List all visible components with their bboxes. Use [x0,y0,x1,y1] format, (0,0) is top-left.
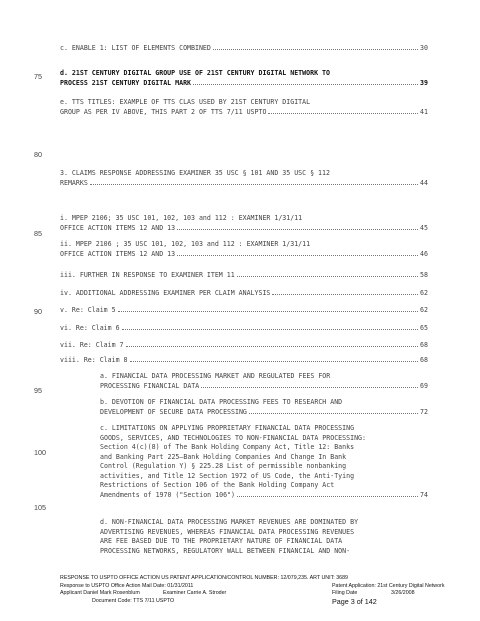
toc-page-number: 69 [420,381,428,390]
toc-entry[interactable] [60,214,428,233]
toc-entry-title: DEVELOPMENT OF SECURE DATA PROCESSING [100,407,247,416]
toc-entry-line: Section 4(c)(8) of The Bank Holding Company Act, Title 12: Banks [100,443,355,451]
toc-entry-line: d. 21ST CENTURY DIGITAL GROUP USE OF 21ST CENTURY DIGITAL NETWORK TO [60,69,330,77]
toc-entry[interactable] [60,306,428,316]
toc-entry-title: Amendments of 1970 ("Section 106") [100,490,235,499]
toc-entry-line: d. NON-FINANCIAL DATA PROCESSING MARKET REVENUES ARE DOMINATED BY [100,518,359,526]
toc-entry[interactable] [100,372,428,391]
footer-applicant: Applicant Daniel Mark Rosenblum [60,590,140,597]
toc-entry-line: i. MPEP 2106; 35 USC 101, 102, 103 and 112 : EXAMINER 1/31/11 [60,214,303,222]
toc-dot-leader [193,84,418,85]
toc-page-number: 65 [420,324,428,332]
toc-page-number: 74 [420,490,428,499]
footer-filing-date: 3/26/2008 [391,590,415,597]
toc-entry-line: activities, and Title 12 Section 1972 of US Code, the Anti-Tying [100,471,355,480]
toc-entry-title: v. Re: Claim 5 [60,306,116,314]
toc-page-number: 68 [420,356,428,364]
toc-entry-title: vii. Re: Claim 7 [60,341,124,349]
toc-entry-title: PROCESS 21ST CENTURY DIGITAL MARK [60,78,192,87]
toc-entry[interactable] [60,289,428,299]
toc-page-number: 45 [420,223,428,232]
toc-page-number: 62 [420,289,428,297]
toc-entry-line: c. LIMITATIONS ON APPLYING PROPRIETARY FINANCIAL DATA PROCESSING [100,424,355,432]
toc-entry-title: REMARKS [60,178,88,187]
toc-entry-line: b. DEVOTION OF FINANCIAL DATA PROCESSING FEES TO RESEARCH AND [100,398,343,406]
toc-dot-leader [249,413,418,414]
footer-patent-application: Patent Application: 21st Century Digital Network [332,582,445,589]
toc-dot-leader [201,387,418,388]
toc-entry[interactable] [60,169,428,188]
toc-dot-leader [90,184,418,185]
toc-entry-title: OFFICE ACTION ITEMS 12 AND 13 [60,249,176,258]
line-number: 100 [34,448,46,457]
toc-entry[interactable] [100,424,428,500]
toc-entry[interactable] [60,324,428,334]
toc-dot-leader [118,311,418,312]
toc-page-number: 30 [420,44,428,52]
toc-page-number: 39 [420,78,428,87]
toc-entry-title: OFFICE ACTION ITEMS 12 AND 13 [60,223,176,232]
toc-entry-title: GROUP AS PER IV ABOVE, THIS PART 2 OF TTS 7/11 USPTO [60,107,267,116]
line-number: 95 [34,386,42,395]
toc-entry-line: Control (Regulation Y) § 225.28 List of permissible nonbanking [100,462,347,470]
toc-dot-leader [177,255,418,256]
toc-entry-title: c. ENABLE 1: LIST OF ELEMENTS COMBINED [60,44,211,52]
toc-entry-line: Restrictions of Section 106 of the Bank Holding Company Act [100,481,335,489]
toc-entry-line: ii. MPEP 2106 ; 35 USC 101, 102, 103 and 112 : EXAMINER 1/31/11 [60,240,311,248]
toc-entry-line: e. TTS TITLES: EXAMPLE OF TTS CLAS USED BY 21ST CENTURY DIGITAL [60,98,311,106]
toc-entry-line: GOODS, SERVICES, AND TECHNOLOGIES TO NON-FINANCIAL DATA PROCESSING: [100,433,366,442]
toc-entry[interactable] [60,69,428,88]
toc-entry[interactable] [60,44,428,54]
footer-document-code: Document Code: TTS 7/11 USPTO [92,597,175,604]
toc-entry-line: 3. CLAIMS RESPONSE ADDRESSING EXAMINER 35 USC § 101 AND 35 USC § 112 [60,169,330,177]
toc-dot-leader [272,294,418,295]
toc-entry-line: PROCESSING NETWORKS, REGULATORY WALL BETWEEN FINANCIAL AND NON- [100,546,351,555]
toc-page-number: 68 [420,341,428,349]
toc-entry-line: ADVERTISING REVENUES, WHEREAS FINANCIAL DATA PROCESSING REVENUES [100,527,355,536]
toc-entry-title: iv. ADDITIONAL ADDRESSING EXAMINER PER CLAIM ANALYSIS [60,289,271,297]
line-number: 75 [34,72,42,81]
toc-page-number: 72 [420,407,428,416]
line-number: 105 [34,503,46,512]
line-number: 80 [34,150,42,159]
toc-entry[interactable] [60,98,428,117]
toc-entry-title: viii. Re: Claim 8 [60,356,128,364]
toc-entry[interactable] [60,356,428,366]
toc-dot-leader [130,361,419,362]
toc-page-number: 46 [420,249,428,258]
toc-dot-leader [237,496,418,497]
line-number: 90 [34,307,42,316]
page-footer [60,575,445,606]
toc-dot-leader [122,329,419,330]
footer-filing-label: Filing Date [332,590,358,597]
toc-entry-title: vi. Re: Claim 6 [60,324,120,332]
toc-dot-leader [268,113,418,114]
toc-dot-leader [177,229,418,230]
toc-dot-leader [213,49,418,50]
footer-response-date: Response to USPTO Office Action Mail Date: 01/31/2011 [60,582,194,589]
toc-entry-title: PROCESSING FINANCIAL DATA [100,381,200,390]
toc-entry[interactable] [100,518,428,556]
toc-entry-line: ARE FEE BASED DUE TO THE PROPRIETARY NATURE OF FINANCIAL DATA [100,537,343,545]
toc-page-number: 58 [420,271,428,279]
toc-entry-line: a. FINANCIAL DATA PROCESSING MARKET AND REGULATED FEES FOR [100,372,331,380]
toc-dot-leader [126,346,419,347]
toc-page-number: 62 [420,306,428,314]
toc-entry[interactable] [60,271,428,281]
footer-header-line: RESPONSE TO USPTO OFFICE ACTION US PATENT APPLICATION/CONTROL NUMBER: 12/079,235. ART UNIT: 3689 [60,575,348,581]
toc-entry[interactable] [100,398,428,417]
toc-entry[interactable] [60,341,428,351]
toc-dot-leader [237,276,418,277]
toc-entry-line: and Banking Part 225—Bank Holding Companies And Change In Bank [100,452,347,461]
toc-page-number: 41 [420,107,428,116]
footer-page-number: Page 3 of 142 [332,596,377,606]
line-number: 85 [34,229,42,238]
toc-entry-title: iii. FURTHER IN RESPONSE TO EXAMINER ITEM 11 [60,271,235,279]
toc-entry[interactable] [60,240,428,259]
footer-examiner: Examiner Carrie A. Stroder [163,590,227,597]
toc-page-number: 44 [420,178,428,187]
